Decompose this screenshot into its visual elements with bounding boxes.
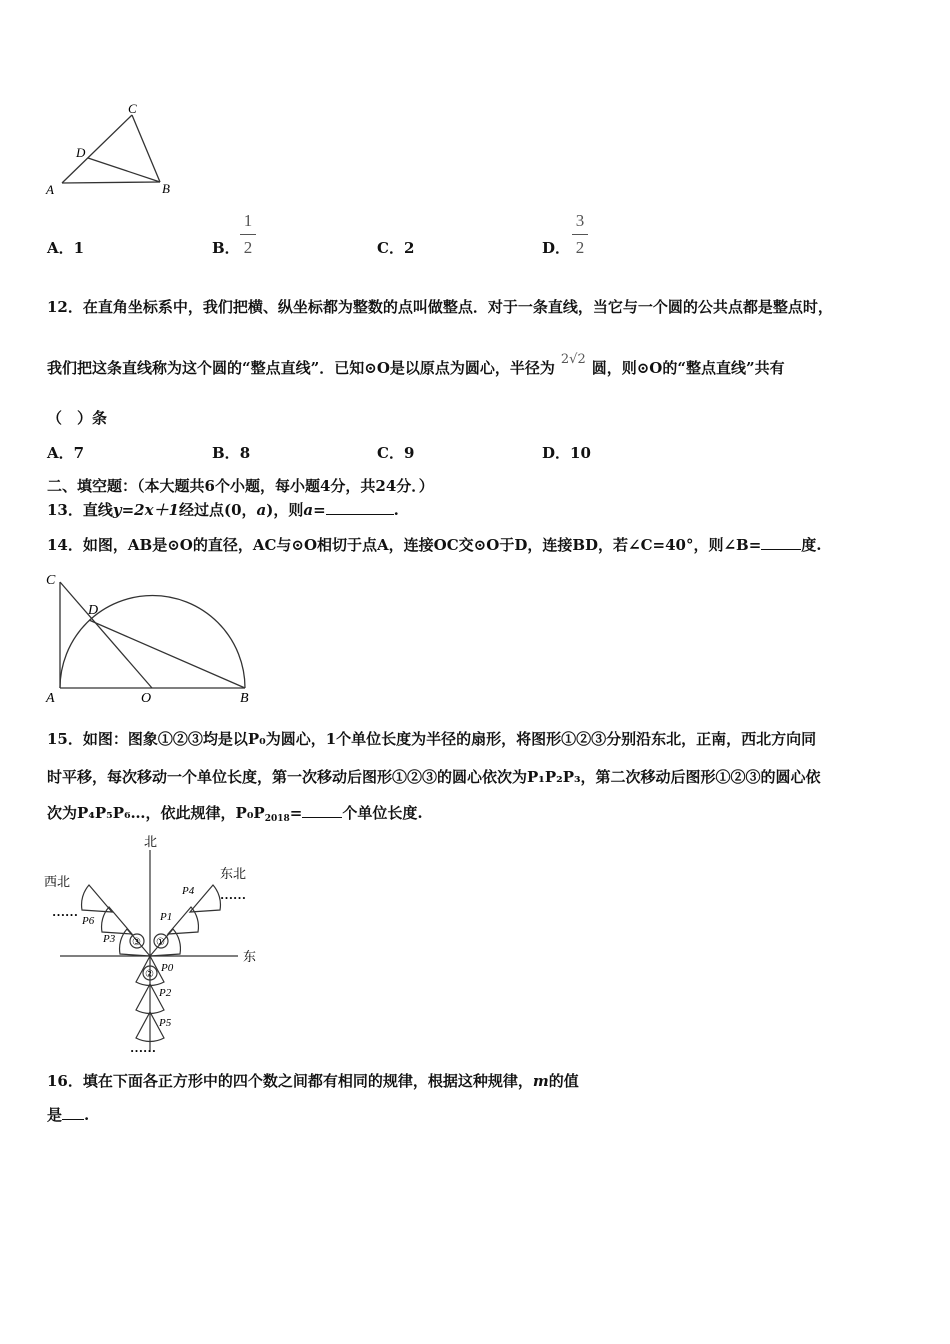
q12-option-d: D．10 — [542, 444, 591, 462]
q15-line2: 时平移，每次移动一个单位长度，第一次移动后图形①②③的圆心依次为P₁P₂P₃，第二次移动后图形①②③的圆心依 — [47, 768, 821, 786]
p3-label: P3 — [103, 933, 116, 945]
label-O: O — [141, 691, 152, 706]
semicircle-figure — [40, 568, 265, 708]
q11-option-d-label: D． — [542, 239, 571, 257]
circle-3-label: ③ — [132, 937, 141, 948]
label-C: C — [46, 573, 56, 588]
q15-line1: 15．如图：图象①②③均是以P₀为圆心，1个单位长度为半径的扇形，将图形①②③分别沿东北，正南，西北方向同 — [47, 730, 817, 748]
q15-blank — [302, 803, 342, 818]
q12-option-a: A．7 — [47, 444, 85, 462]
p6-label: P6 — [82, 915, 95, 927]
q12-radius: 2√2 — [560, 352, 586, 367]
q16-line2: 是 . — [47, 1106, 90, 1124]
circle-1-label: ① — [156, 937, 165, 948]
p1-label: P1 — [160, 911, 173, 923]
section2-heading: 二、填空题：（本大题共6个小题，每小题4分，共24分．） — [47, 477, 434, 495]
q14: 14．如图，AB是⊙O的直径，AC与⊙O相切于点A，连接OC交⊙O于D，连接BD，若∠C=40°，则∠B= 度. — [47, 536, 822, 554]
p5-label: P5 — [159, 1017, 172, 1029]
east-label: 东 — [243, 949, 257, 964]
northwest-label: 西北 — [44, 874, 71, 889]
northwest-dots: …… — [52, 904, 78, 919]
q15-line3: 次为P₄P₅P₆…，依此规律，$P_0P_{2018}=$ 个单位长度. — [47, 804, 423, 824]
q11-option-b-label: B． — [212, 239, 240, 257]
q12-line1: 12．在直角坐标系中，我们把横、纵坐标都为整数的点叫做整点．对于一条直线，当它与一个圆的公共点都是整点时， — [47, 298, 833, 316]
q12-line3: （ ）条 — [47, 409, 108, 427]
label-B: B — [162, 181, 170, 196]
q11-option-b-fraction: 1 2 — [240, 211, 256, 258]
q12-option-c: C．9 — [377, 444, 415, 462]
q16-blank — [62, 1105, 84, 1120]
q11-option-a: A．1 — [47, 239, 85, 257]
triangle-figure — [40, 100, 180, 200]
q11-option-c: C．2 — [377, 239, 415, 257]
circle-2-label: ② — [145, 969, 154, 980]
north-label: 北 — [144, 834, 158, 849]
p2-label: P2 — [159, 987, 172, 999]
label-D: D — [76, 145, 86, 160]
q14-blank — [761, 535, 801, 550]
northeast-dots: …… — [220, 887, 246, 902]
q11-option-d-fraction: 3 2 — [572, 211, 588, 258]
northeast-label: 东北 — [220, 866, 247, 881]
p0-label: P0 — [161, 962, 174, 974]
p4-label: P4 — [182, 885, 195, 897]
label-A: A — [46, 182, 54, 197]
q12-line2: 我们把这条直线称为这个圆的“整点直线”．已知⊙O是以原点为圆心，半径为 2√2 圆，则⊙O的“整点直线”共有 — [47, 352, 785, 377]
label-B: B — [240, 691, 249, 706]
q12-option-b: B．8 — [212, 444, 251, 462]
south-dots: …… — [130, 1040, 156, 1055]
label-D: D — [88, 603, 99, 618]
label-A: A — [46, 691, 55, 706]
q13-blank — [326, 500, 394, 515]
q16-line1: 16．填在下面各正方形中的四个数之间都有相同的规律，根据这种规律，m的值 — [47, 1072, 579, 1090]
compass-sector-figure — [40, 830, 270, 1060]
q13: 13．直线y=2x＋1经过点(0，a)，则a= . — [47, 501, 399, 519]
label-C: C — [128, 101, 137, 116]
